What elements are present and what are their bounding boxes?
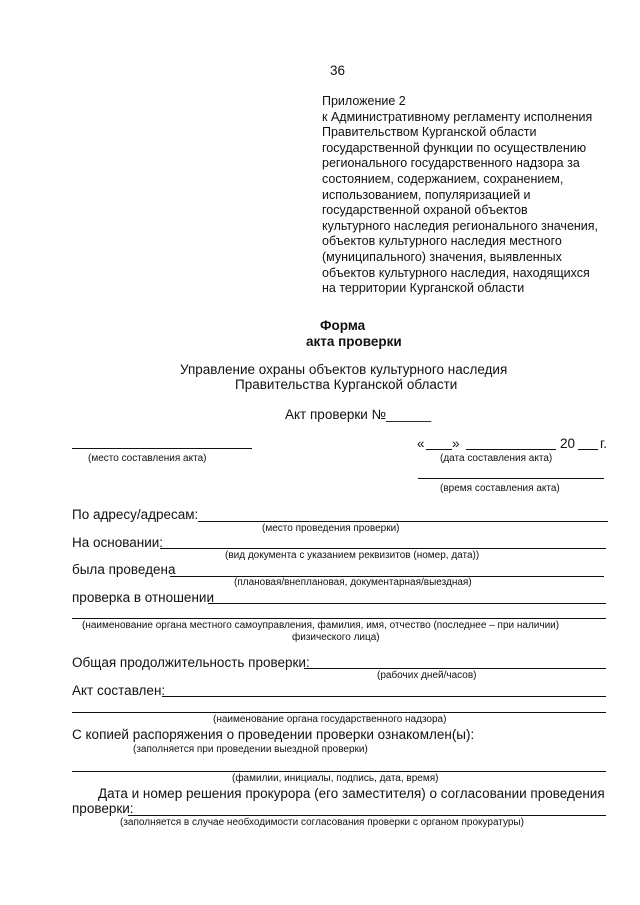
date-close-quote: » (452, 436, 460, 451)
subject-caption-1: (наименование органа местного самоуправления, фамилия, имя, отчество (последнее – при наличии) (82, 620, 560, 631)
onsite-fill-caption: (заполняется при проведении выездной проверки) (133, 744, 368, 755)
check-subject-line-2[interactable] (72, 618, 606, 619)
page-number: 36 (330, 63, 346, 78)
appendix-line: использованием, популяризацией и (322, 187, 531, 202)
org-name-line1: Управление охраны объектов культурного наследия (180, 362, 508, 377)
prosecutor-fill-caption: (заполняется в случае необходимости согласования проверки с органом прокуратуры) (120, 817, 524, 828)
act-number-label: Акт проверки №______ (285, 407, 432, 422)
appendix-line: на территории Курганской области (322, 281, 525, 296)
date-year-line[interactable] (578, 449, 598, 450)
basis-doc-caption: (вид документа с указанием реквизитов (номер, дата)) (225, 550, 480, 561)
appendix-heading (322, 94, 622, 297)
address-label: По адресу/адресам: (72, 507, 199, 522)
appendix-line: государственной охраной объектов (322, 203, 528, 218)
appendix-line: Правительством Курганской области (322, 125, 537, 140)
date-year-suffix: г. (600, 436, 608, 451)
basis-line[interactable] (160, 548, 606, 549)
place-of-act-caption: (место составления акта) (88, 453, 207, 464)
copy-ack-label: С копией распоряжения о проведении проверки ознакомлен(ы): (72, 727, 475, 742)
appendix-line: (муниципального) значения, выявленных (322, 249, 562, 264)
appendix-line: Приложение 2 (322, 94, 406, 108)
time-of-act-line[interactable] (418, 478, 604, 479)
date-open-quote: « (417, 436, 425, 451)
appendix-line: регионального государственного надзора за (322, 156, 580, 171)
supervision-body-caption: (наименование органа государственного надзора) (213, 714, 447, 725)
appendix-line: объектов культурного наследия, находящихся (322, 265, 590, 280)
duration-line[interactable] (304, 668, 606, 669)
subject-caption-2: физического лица) (292, 632, 380, 643)
address-line[interactable] (198, 521, 608, 522)
check-subject-label: проверка в отношении (72, 590, 214, 605)
place-of-check-caption: (место проведения проверки) (262, 523, 400, 534)
appendix-line: культурного наследия регионального значения, (322, 218, 599, 233)
compiled-label: Акт составлен: (72, 683, 166, 698)
org-name-line2: Правительства Курганской области (235, 377, 458, 392)
check-subject-line[interactable] (208, 603, 606, 604)
compiled-line-2[interactable] (72, 712, 606, 713)
date-of-act-caption: (дата составления акта) (440, 453, 553, 464)
names-sign-line[interactable] (72, 771, 606, 772)
conducted-label: была проведена (72, 562, 176, 577)
names-sign-caption: (фамилии, инициалы, подпись, дата, время) (232, 773, 439, 784)
date-month-line[interactable] (466, 449, 556, 450)
check-type-caption: (плановая/внеплановая, документарная/выездная) (234, 577, 472, 588)
date-day-line[interactable] (426, 449, 452, 450)
form-title-line1: Форма (320, 318, 366, 333)
compiled-line[interactable] (162, 696, 606, 697)
work-days-caption: (рабочих дней/часов) (377, 670, 477, 681)
date-year-prefix: 20 (560, 436, 576, 451)
time-of-act-caption: (время составления акта) (440, 483, 560, 494)
duration-label: Общая продолжительность проверки: (72, 655, 310, 670)
place-of-act-line[interactable] (72, 448, 252, 449)
prosecutor-line[interactable] (128, 815, 606, 816)
appendix-line: к Административному регламенту исполнения (322, 109, 593, 124)
appendix-line: государственной функции по осуществлению (322, 140, 587, 155)
appendix-line: объектов культурного наследия местного (322, 234, 562, 249)
basis-label: На основании: (72, 535, 164, 550)
appendix-line: состоянием, содержанием, сохранением, (322, 171, 564, 186)
form-title-line2: акта проверки (306, 334, 402, 349)
prosecutor-label-2: проверки: (72, 801, 134, 816)
prosecutor-label-1: Дата и номер решения прокурора (его заместителя) о согласовании проведения (98, 786, 605, 801)
